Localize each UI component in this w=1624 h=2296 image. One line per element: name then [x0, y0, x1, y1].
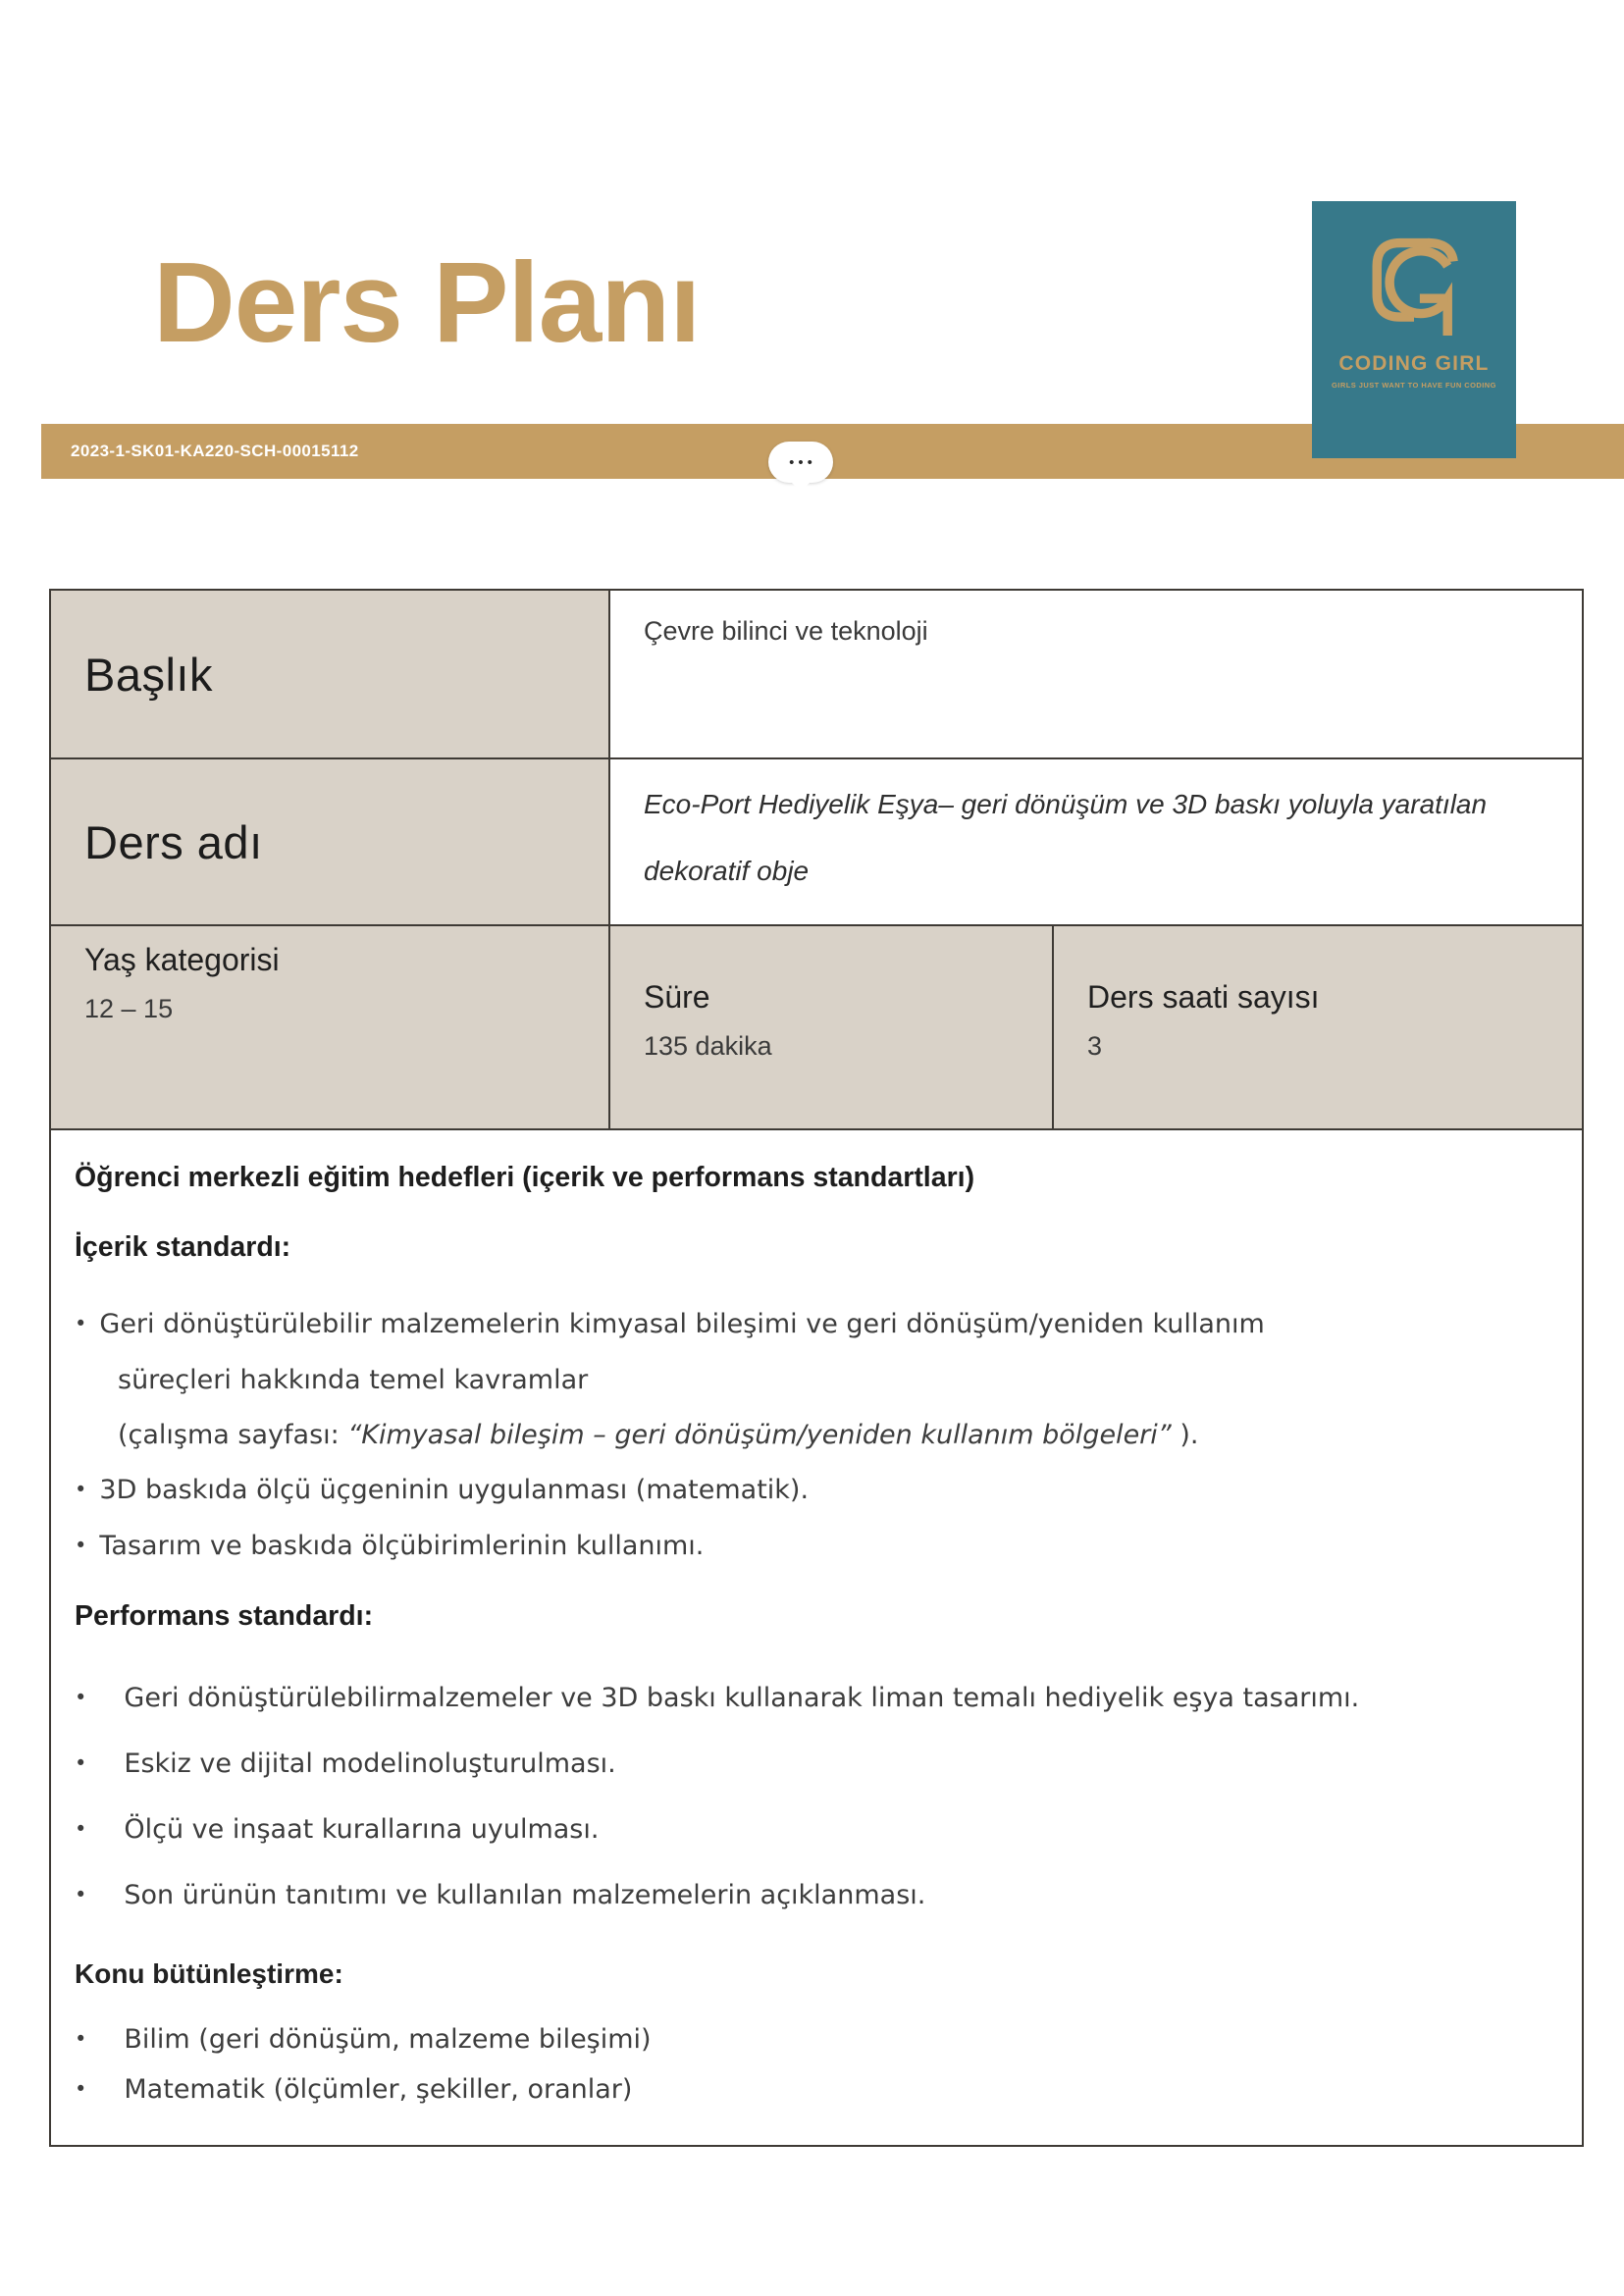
table-row-ders-adi [51, 759, 1582, 926]
bullet-icon [75, 1814, 124, 1845]
performance-item: • Geri dönüştürülebilirmalzemeler ve 3D baskı kullanarak liman temalı hediyelik eşya tasarımı. [75, 1666, 1552, 1732]
bullet-icon [75, 1683, 124, 1713]
integration-label: Konu bütünleştirme: [75, 1958, 343, 1989]
objectives-cell [51, 1130, 1582, 2145]
logo-tagline: GIRLS JUST WANT TO HAVE FUN CODING [1332, 381, 1496, 390]
objectives-heading: Öğrenci merkezli eğitim hedefleri (içerik ve performans standartları) [75, 1162, 975, 1193]
integration-item: • Matematik (ölçümler, şekiller, oranlar) [75, 2065, 1552, 2115]
bullet-icon [75, 1880, 124, 1910]
baslik-value: Çevre bilinci ve teknoloji [644, 616, 928, 646]
sure-label: Süre [644, 979, 710, 1015]
ellipsis-icon: ••• [789, 453, 816, 471]
performance-item: • Eskiz ve dijital modelinoluşturulması. [75, 1732, 1552, 1798]
table-row-objectives [51, 1130, 1582, 2145]
ders-adi-label: Ders adı [84, 815, 263, 868]
coding-girl-logo [1312, 201, 1516, 458]
performance-standard-label: Performans standardı: [75, 1600, 374, 1632]
ellipsis-bubble [768, 442, 833, 483]
ders-adi-value-line1: Eco-Port Hediyelik Eşya– geri dönüşüm ve 3D baskı yoluyla yaratılan [644, 789, 1488, 819]
coding-girl-monogram-icon [1356, 227, 1472, 348]
content-standard-label: İçerik standardı: [75, 1231, 291, 1263]
content-item: • 3D baskıda ölçü üçgeninin uygulanması (matematik). [75, 1463, 1552, 1519]
baslik-label-cell [51, 591, 608, 757]
ders-adi-label-cell [51, 759, 608, 924]
yas-cell [51, 926, 608, 1128]
page-title: Ders Planı [153, 238, 701, 366]
baslik-value-cell [608, 591, 1582, 757]
ders-saati-value: 3 [1087, 1031, 1103, 1061]
content-item-continuation: (çalışma sayfası: “Kimyasal bileşim – geri dönüşüm/yeniden kullanım bölgeleri” ). [118, 1420, 1199, 1450]
bullet-icon [75, 1309, 99, 1339]
content-item-continuation: süreçleri hakkında temel kavramlar [118, 1365, 589, 1395]
content-item: • Tasarım ve baskıda ölçübirimlerinin kullanımı. [75, 1519, 1552, 1575]
bullet-icon [75, 1475, 99, 1505]
bullet-icon [75, 1748, 124, 1779]
table-row-meta [51, 926, 1582, 1130]
ders-adi-value-cell [608, 759, 1582, 924]
integration-item: • Bilim (geri dönüşüm, malzeme bileşimi) [75, 2015, 1552, 2065]
sure-value: 135 dakika [644, 1031, 772, 1061]
bullet-icon [75, 2024, 124, 2055]
project-code: 2023-1-SK01-KA220-SCH-00015112 [71, 442, 359, 460]
logo-name: CODING GIRL [1338, 352, 1490, 375]
ders-adi-value-line2: dekoratif obje [644, 856, 810, 886]
ders-saati-label: Ders saati sayısı [1087, 979, 1320, 1015]
lesson-plan-table [49, 589, 1584, 2147]
bullet-icon [75, 2074, 124, 2105]
yas-value: 12 – 15 [84, 994, 174, 1023]
performance-item: • Son ürünün tanıtımı ve kullanılan malzemelerin açıklanması. [75, 1863, 1552, 1929]
bullet-icon [75, 1531, 99, 1561]
yas-label: Yaş kategorisi [84, 942, 280, 977]
ders-saati-cell [1052, 926, 1582, 1128]
content-item: • Geri dönüştürülebilir malzemelerin kimyasal bileşimi ve geri dönüşüm/yeniden kullanım [75, 1297, 1552, 1353]
baslik-label: Başlık [84, 648, 213, 701]
performance-item: • Ölçü ve inşaat kurallarına uyulması. [75, 1798, 1552, 1863]
sure-cell [608, 926, 1052, 1128]
table-row-baslik [51, 591, 1582, 759]
